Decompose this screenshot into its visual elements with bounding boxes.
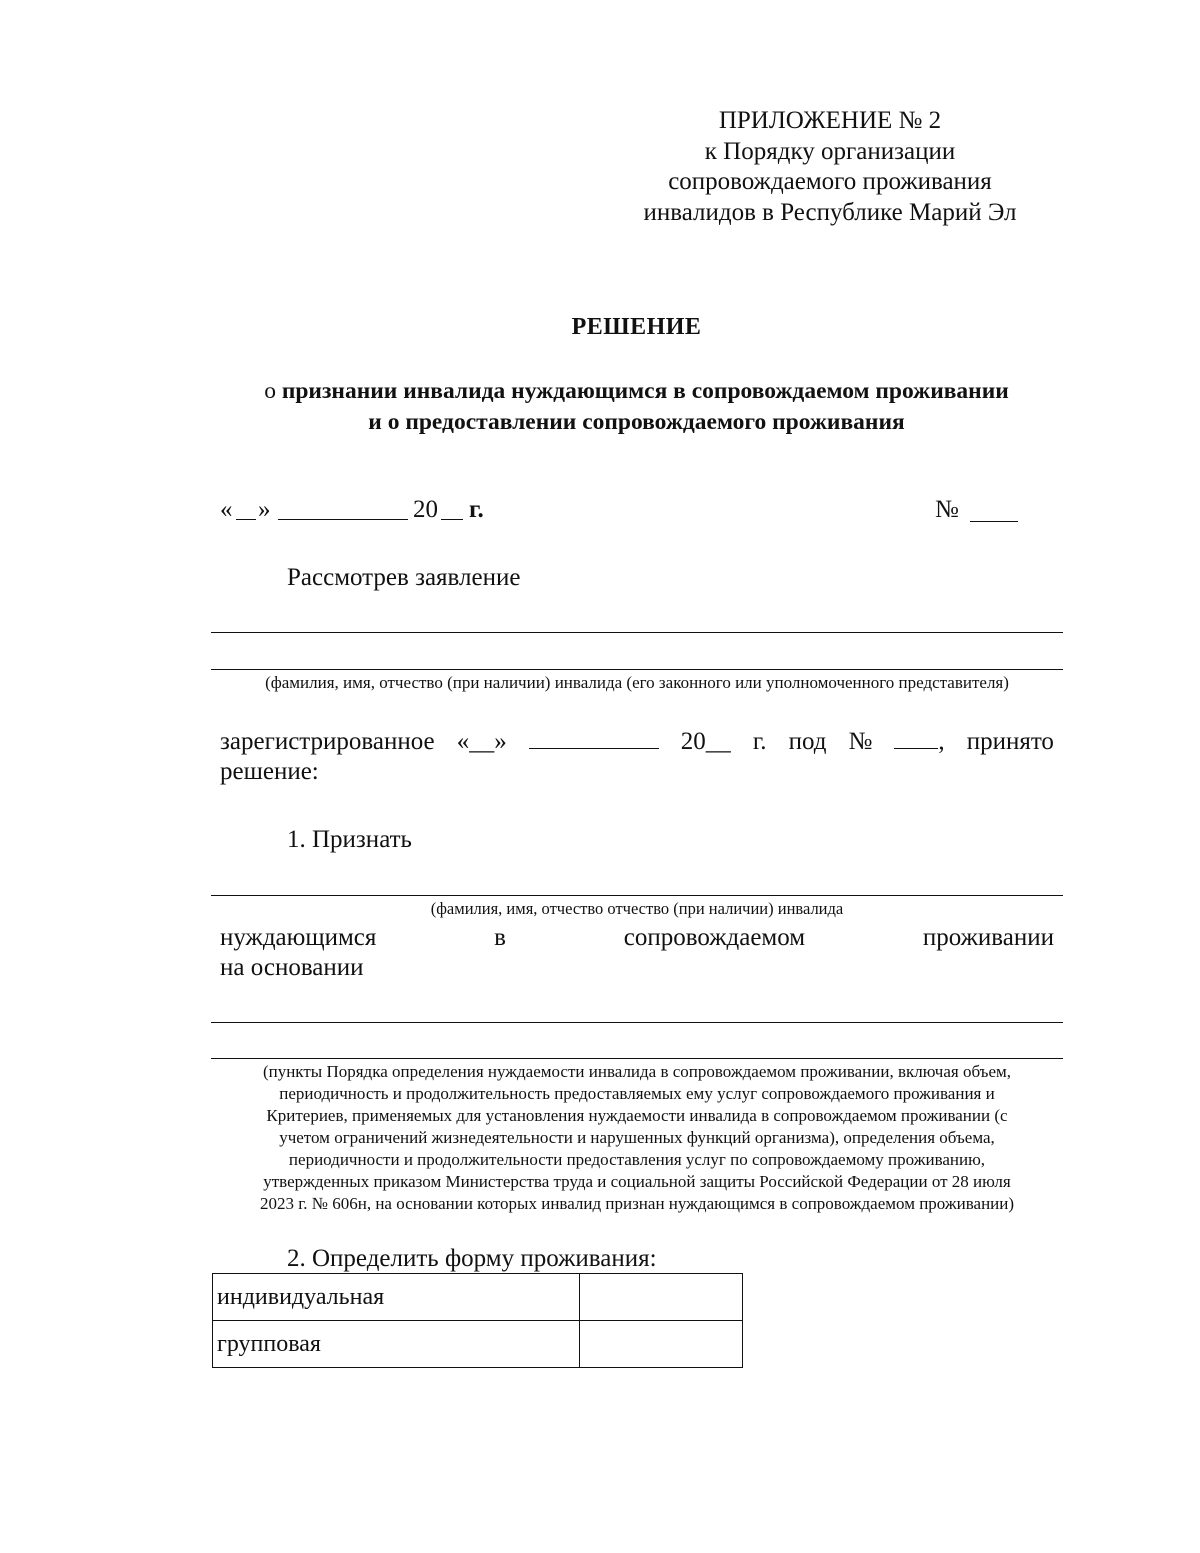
needing-word-4: проживании (922, 924, 1054, 951)
applicant-caption: (фамилия, имя, отчество (при наличии) инвалида (его законного или уполномоченного представителя) (265, 673, 1009, 692)
basis-caption-line: учетом ограничений жизнедеятельности и нарушенных функций организма), определения объема, (279, 1128, 995, 1147)
basis-caption-line: периодичности и продолжительности предоставления услуг по сопровождаемому проживанию, (288, 1150, 986, 1169)
needing-word-2: в (494, 924, 506, 951)
date-open-quote: « (220, 496, 233, 523)
registered-word: зарегистрированное (220, 728, 435, 755)
decision-number-sign: № (935, 496, 959, 523)
living-form-table (212, 1273, 743, 1368)
considered-application: Рассмотрев заявление (287, 564, 521, 591)
registered-month-blank[interactable] (529, 728, 659, 749)
basis-caption-line: Критериев, применяемых для установления нуждаемости инвалида в сопровождаемом проживании (с (266, 1106, 1008, 1125)
invalid-name-caption: (фамилия, имя, отчество отчество (при наличии) инвалида (430, 899, 844, 918)
table-row (213, 1274, 743, 1321)
registered-num: № (848, 728, 873, 755)
registered-row (220, 728, 1054, 756)
table-row (213, 1321, 743, 1368)
basis-caption-line: утвержденных приказом Министерства труда и социальной защиты Российской Федерации от 28 июля (263, 1172, 1011, 1191)
subtitle-prefix: о (264, 378, 282, 404)
appendix-line-3: сопровождаемого проживания (668, 168, 992, 195)
invalid-name-blank-line[interactable] (211, 895, 1063, 896)
registered-number-blank[interactable] (894, 728, 938, 749)
basis-caption-line: 2023 г. № 606н, на основании которых инвалид признан нуждающимся в сопровождаемом проживании) (259, 1194, 1015, 1213)
living-form-group-cell[interactable] (580, 1321, 743, 1368)
date-year-suffix: г. (469, 496, 484, 523)
applicant-blank-line-1[interactable] (211, 632, 1063, 633)
appendix-number: ПРИЛОЖЕНИЕ № 2 (718, 107, 942, 134)
date-year-prefix: 20 (413, 496, 438, 523)
registered-quote: «__» (456, 728, 507, 755)
document-subtitle (0, 376, 1200, 438)
registered-g: г. (752, 728, 767, 755)
document-title: РЕШЕНИЕ (571, 314, 702, 340)
registered-comma: , (938, 728, 945, 755)
appendix-line-2: к Порядку организации (704, 137, 956, 165)
date-close-quote: » (258, 496, 271, 523)
registered-year: 20__ (680, 728, 731, 755)
basis-caption-line: периодичность и продолжительность предоставляемых ему услуг сопровождаемого проживания и (279, 1084, 995, 1103)
living-form-individual-cell[interactable] (580, 1274, 743, 1321)
applicant-blank-line-2[interactable] (211, 669, 1063, 670)
needing-word-1: нуждающимся (220, 924, 377, 951)
basis-caption (211, 1061, 1063, 1215)
item-1-recognize: 1. Признать (287, 826, 412, 853)
appendix-header (600, 106, 1060, 228)
registered-prinyato: принято (966, 728, 1054, 755)
basis-blank-line-2[interactable] (211, 1058, 1063, 1059)
living-form-label: групповая (213, 1321, 580, 1368)
registered-line-2: решение: (220, 758, 319, 785)
decision-number-blank[interactable] (970, 521, 1018, 522)
subtitle-line-1: признании инвалида нуждающимся в сопровождаемом проживании (281, 378, 1009, 404)
needing-basis: на основании (220, 954, 364, 981)
basis-blank-line-1[interactable] (211, 1022, 1063, 1023)
living-form-label: индивидуальная (213, 1274, 580, 1321)
date-day-blank[interactable] (236, 519, 256, 520)
needing-row (220, 924, 1054, 952)
registered-pod: под (788, 728, 827, 755)
basis-caption-line: (пункты Порядка определения нуждаемости инвалида в сопровождаемом проживании, включая объем, (262, 1062, 1012, 1081)
date-month-blank[interactable] (278, 519, 408, 520)
date-year-blank[interactable] (441, 519, 463, 520)
item-2-define-form: 2. Определить форму проживания: (287, 1245, 657, 1272)
needing-word-3: сопровождаемом (623, 924, 806, 951)
appendix-line-4: инвалидов в Республике Марий Эл (643, 198, 1017, 226)
subtitle-line-2: и о предоставлении сопровождаемого проживания (368, 409, 905, 435)
